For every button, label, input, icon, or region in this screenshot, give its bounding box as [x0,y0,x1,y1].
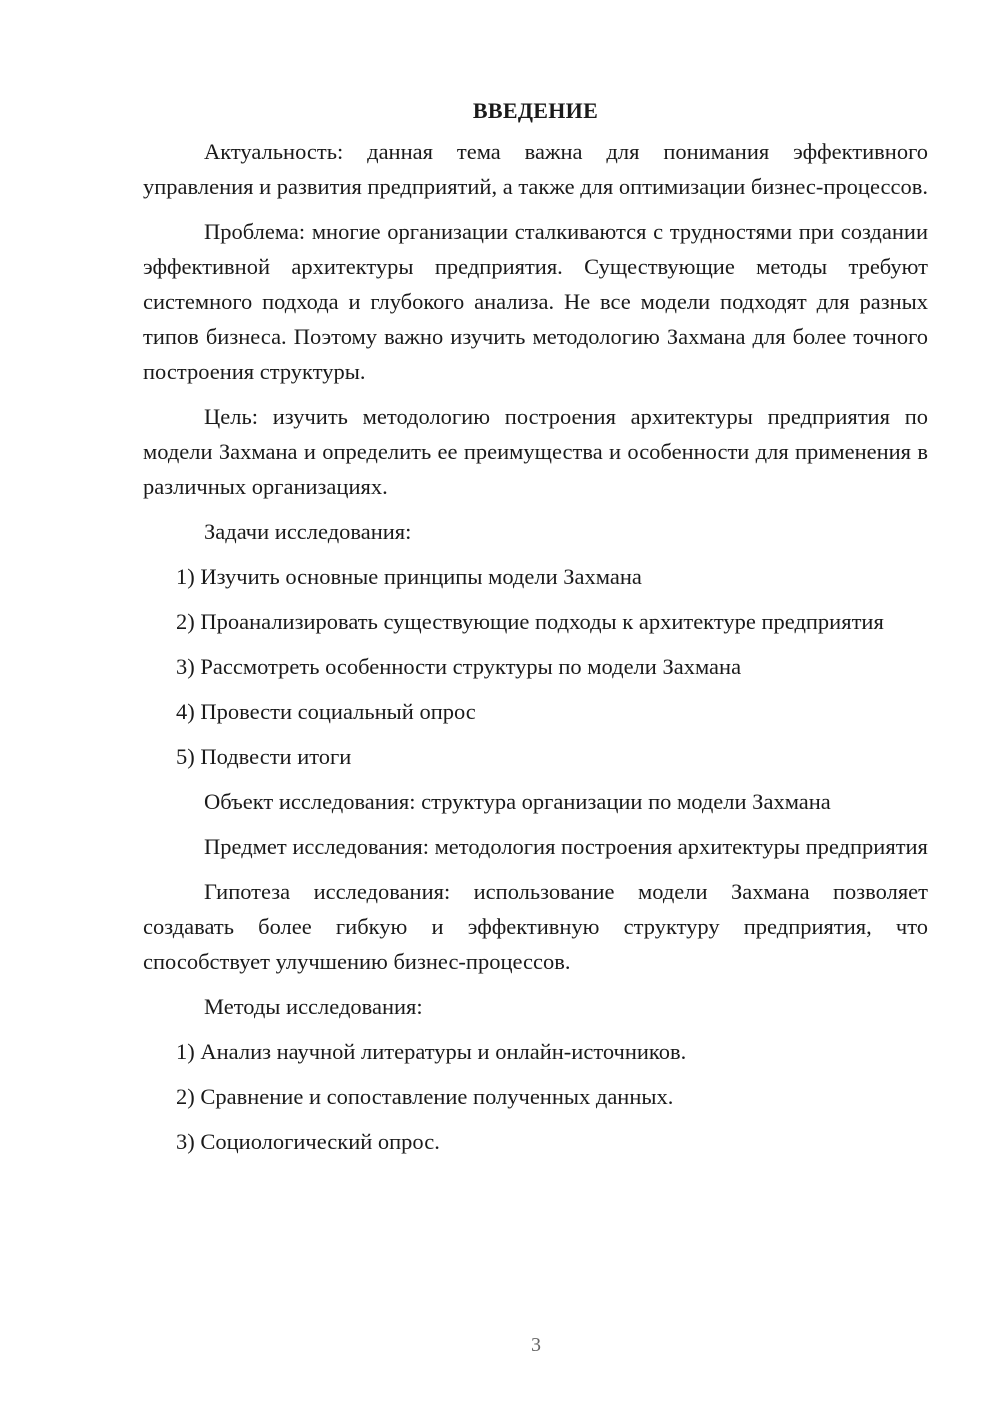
task-item: 1) Изучить основные принципы модели Захмана [176,564,642,589]
hypothesis-paragraph: Гипотеза исследования: использование модели Захмана позволяет создавать более гибкую и эффективную структуру предприятия, что способствует улучшению бизнес-процессов. [143,879,928,974]
section-title: ВВЕДЕНИЕ [472,98,599,123]
method-item: 1) Анализ научной литературы и онлайн-источников. [176,1039,687,1064]
tasks-heading: Задачи исследования: [204,519,412,544]
relevance-paragraph: Актуальность: данная тема важна для понимания эффективного управления и развития предприятий, а также для оптимизации бизнес-процессов. [143,139,928,199]
subject-paragraph: Предмет исследования: методология построения архитектуры предприятия [204,834,928,859]
goal-paragraph: Цель: изучить методологию построения архитектуры предприятия по модели Захмана и определить ее преимущества и особенности для применения в различных организациях. [143,404,928,499]
task-item: 5) Подвести итоги [176,744,352,769]
task-item: 3) Рассмотреть особенности структуры по модели Захмана [176,654,742,679]
page-content [143,96,928,1169]
page-number: 3 [531,1334,541,1356]
method-item: 3) Социологический опрос. [176,1129,440,1154]
task-item: 2) Проанализировать существующие подходы к архитектуре предприятия [176,609,884,634]
object-paragraph: Объект исследования: структура организации по модели Захмана [204,789,831,814]
task-item: 4) Провести социальный опрос [176,699,476,724]
problem-paragraph: Проблема: многие организации сталкиваются с трудностями при создании эффективной архитектуры предприятия. Существующие методы требуют системного подхода и глубокого анализа. Не все модели подходят для разных типов бизнеса. Поэтому важно изучить методологию Захмана для более точного построения структуры. [143,219,928,384]
method-item: 2) Сравнение и сопоставление полученных данных. [176,1084,674,1109]
methods-heading: Методы исследования: [204,994,423,1019]
